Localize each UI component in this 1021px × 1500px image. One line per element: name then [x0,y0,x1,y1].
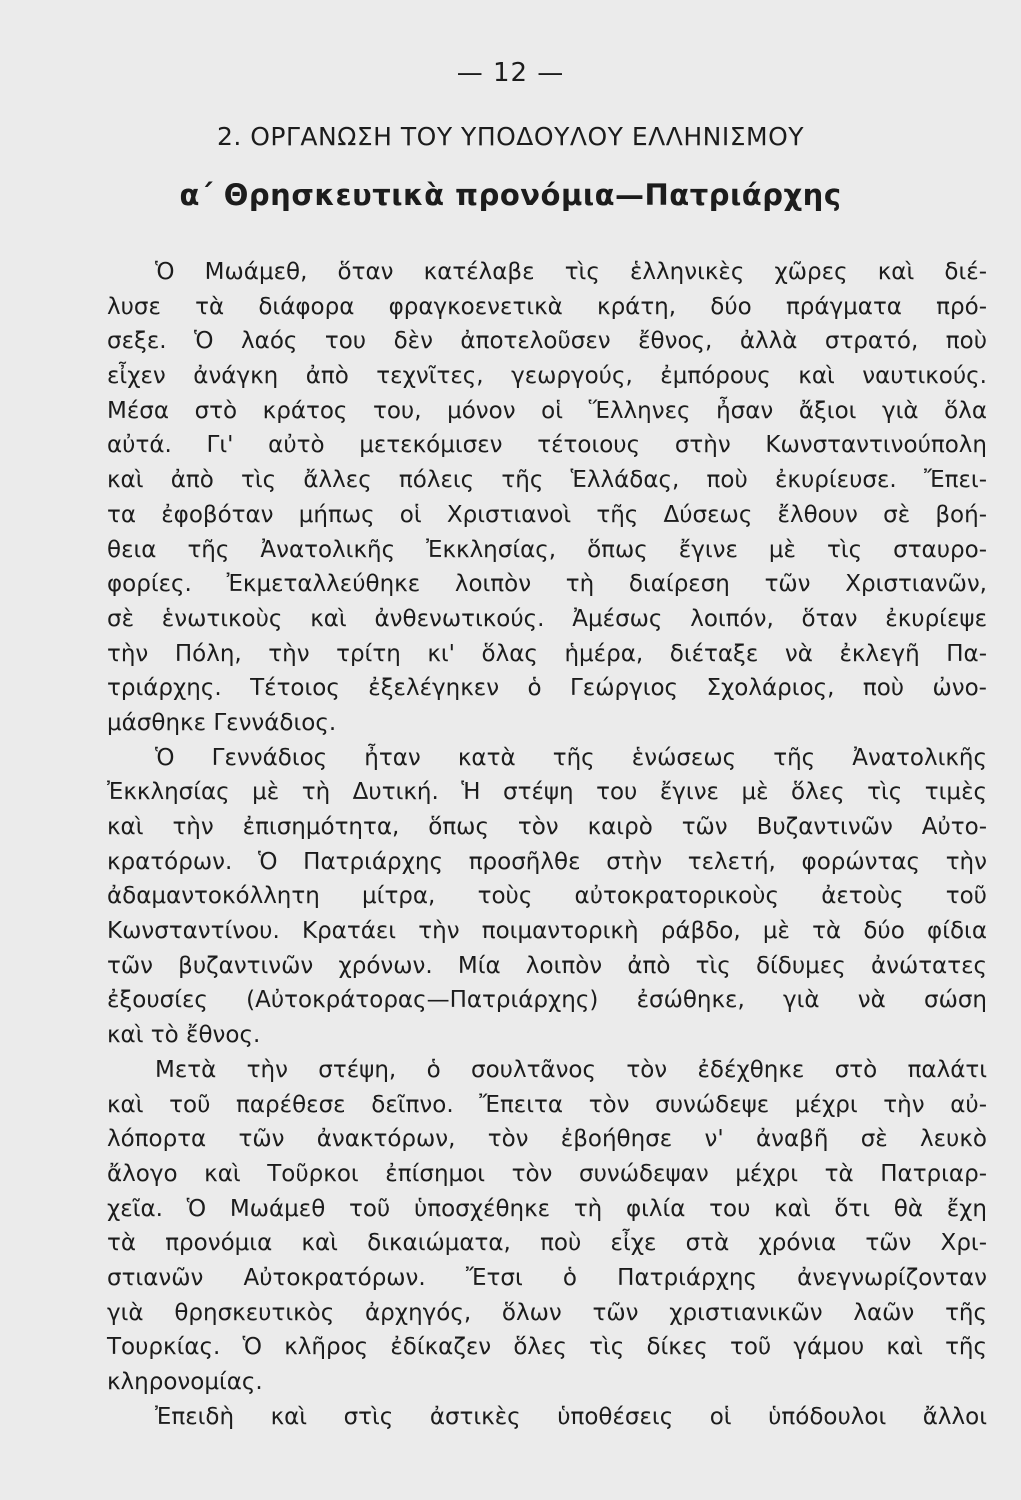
text-line: στιανῶν Αὐτοκρατόρων. Ἔτσι ὁ Πατριάρχης ἀνεγνωρίζονταν [107,1264,987,1291]
text-line: ἐξουσίες (Αὐτοκράτορας—Πατριάρχης) ἐσώθηκε, γιὰ νὰ σώση [107,987,987,1014]
text-line: τὴν Πόλη, τὴν τρίτη κι' ὅλας ἡμέρα, διέταξε νὰ ἐκλεγῆ Πα- [107,640,987,667]
text-line: καὶ τὸ ἔθνος. [107,1022,261,1049]
text-line: Ἐκκλησίας μὲ τὴ Δυτική. Ἡ στέψη του ἔγινε μὲ ὅλες τὶς τιμὲς [107,779,987,806]
text-line: Ὁ Μωάμεθ, ὅταν κατέλαβε τὶς ἑλληνικὲς χῶρες καὶ διέ- [155,259,987,285]
text-line: σεξε. Ὁ λαός του δὲν ἀποτελοῦσεν ἔθνος, ἀλλὰ στρατό, ποὺ [107,328,987,355]
section-title: α΄ Θρησκευτικὰ προνόμια—Πατριάρχης [179,178,842,212]
body-text [107,255,987,1434]
text-line: Ὁ Γεννάδιος ἦταν κατὰ τῆς ἑνώσεως τῆς Ἀνατολικῆς [155,744,987,771]
text-line: κρατόρων. Ὁ Πατριάρχης προσῆλθε στὴν τελετή, φορώντας τὴν [107,848,987,875]
chapter-title: 2. ΟΡΓΑΝΩΣΗ ΤΟΥ ΥΠΟΔΟΥΛΟΥ ΕΛΛΗΝΙΣΜΟΥ [216,122,805,151]
text-line: κληρονομίας. [107,1369,263,1395]
text-line: τριάρχης. Τέτοιος ἐξελέγηκεν ὁ Γεώργιος Σχολάριος, ποὺ ὠνο- [107,675,987,702]
text-line: καὶ τὴν ἐπισημότητα, ὅπως τὸν καιρὸ τῶν Βυζαντινῶν Αὐτο- [107,814,987,840]
text-line: ἄλογο καὶ Τοῦρκοι ἐπίσημοι τὸν συνώδεψαν μέχρι τὰ Πατριαρ- [107,1160,987,1187]
text-line: τὰ προνόμια καὶ δικαιώματα, ποὺ εἶχε στὰ χρόνια τῶν Χρι- [107,1230,987,1257]
text-line: λόπορτα τῶν ἀνακτόρων, τὸν ἐβοήθησε ν' ἀναβῆ σὲ λευκὸ [107,1126,987,1153]
text-line: τα ἐφοβόταν μήπως οἱ Χριστιανοὶ τῆς Δύσεως ἔλθουν σὲ βοή- [107,501,987,528]
text-line: καὶ τοῦ παρέθεσε δεῖπνο. Ἔπειτα τὸν συνώδεψε μέχρι τὴν αὐ- [107,1091,987,1118]
text-line: μάσθηκε Γεννάδιος. [107,709,337,736]
text-line: αὐτά. Γι' αὐτὸ μετεκόμισεν τέτοιους στὴν Κωνσταντινούπολη [107,432,987,459]
text-line: Τουρκίας. Ὁ κλῆρος ἐδίκαζεν ὅλες τὶς δίκες τοῦ γάμου καὶ τῆς [107,1334,987,1361]
text-line: γιὰ θρησκευτικὸς ἀρχηγός, ὅλων τῶν χριστιανικῶν λαῶν τῆς [107,1299,987,1326]
text-line: τῶν βυζαντινῶν χρόνων. Μία λοιπὸν ἀπὸ τὶς δίδυμες ἀνώτατες [107,952,987,979]
text-line: καὶ ἀπὸ τὶς ἄλλες πόλεις τῆς Ἑλλάδας, ποὺ ἐκυρίευσε. Ἔπει- [107,467,987,494]
text-line: σὲ ἑνωτικοὺς καὶ ἀνθενωτικούς. Ἀμέσως λοιπόν, ὅταν ἐκυρίεψε [107,605,987,632]
text-line: Ἐπειδὴ καὶ στὶς ἀστικὲς ὑποθέσεις οἱ ὑπόδουλοι ἄλλοι [155,1403,987,1430]
text-line: Μέσα στὸ κράτος του, μόνον οἱ Ἕλληνες ἦσαν ἄξιοι γιὰ ὅλα [107,397,987,424]
text-line: χεῖα. Ὁ Μωάμεθ τοῦ ὑποσχέθηκε τὴ φιλία του καὶ ὅτι θὰ ἔχη [107,1195,987,1222]
text-line: ἀδαμαντοκόλλητη μίτρα, τοὺς αὐτοκρατορικοὺς ἀετοὺς τοῦ [107,883,987,910]
text-line: εἶχεν ἀνάγκη ἀπὸ τεχνῖτες, γεωργούς, ἐμπόρους καὶ ναυτικούς. [107,363,987,390]
text-line: Κωνσταντίνου. Κρατάει τὴν ποιμαντορικὴ ράβδο, μὲ τὰ δύο φίδια [107,918,987,945]
page-number: — 12 — [456,58,565,88]
text-line: θεια τῆς Ἀνατολικῆς Ἐκκλησίας, ὅπως ἔγινε μὲ τὶς σταυρο- [107,536,987,563]
text-line: λυσε τὰ διάφορα φραγκοενετικὰ κράτη, δύο πράγματα πρό- [107,293,987,320]
text-line: Μετὰ τὴν στέψη, ὁ σουλτᾶνος τὸν ἐδέχθηκε στὸ παλάτι [155,1056,987,1083]
text-line: φορίες. Ἐκμεταλλεύθηκε λοιπὸν τὴ διαίρεση τῶν Χριστιανῶν, [107,571,987,598]
